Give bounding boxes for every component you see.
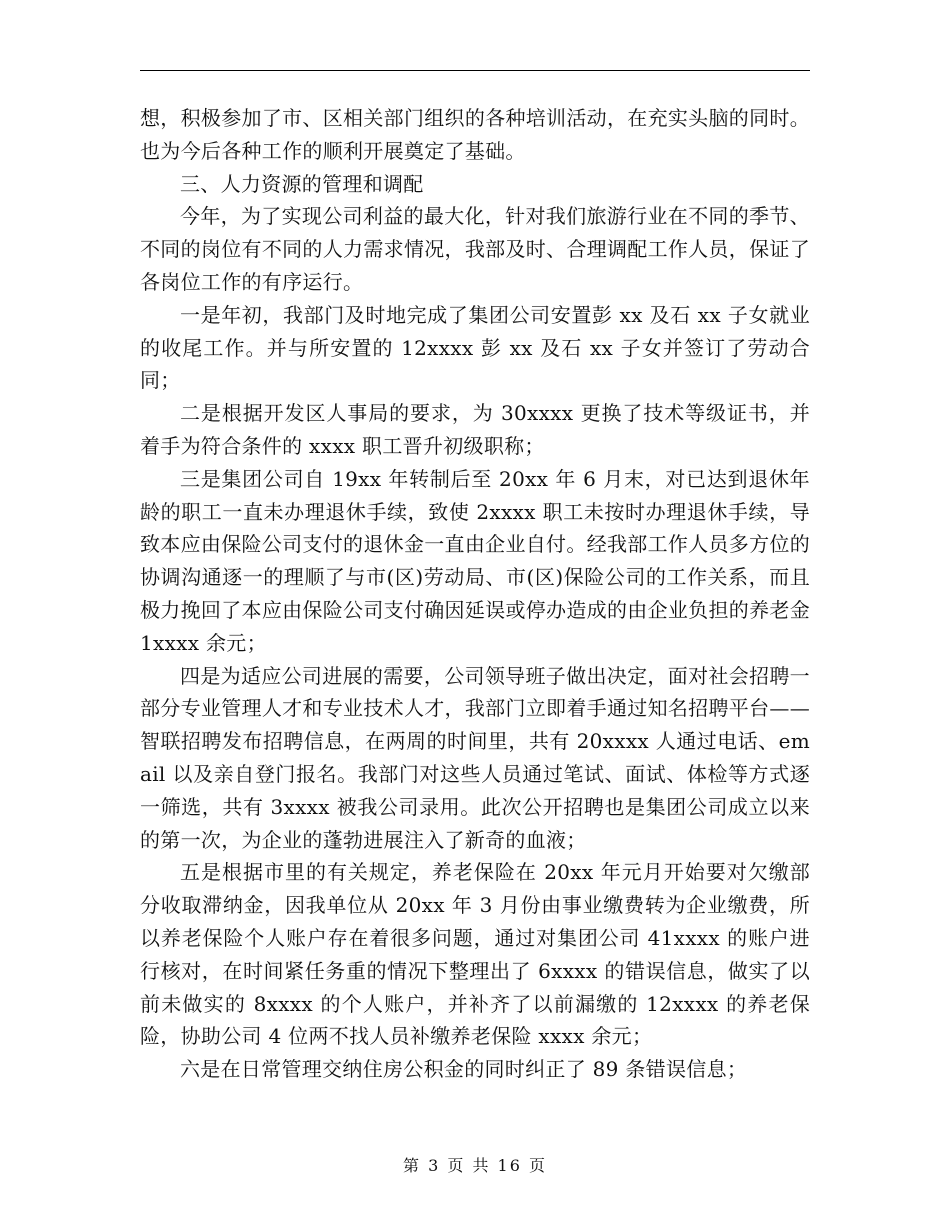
section-heading-hr-management: 三、人力资源的管理和调配 — [180, 171, 424, 196]
paragraph-item-5: 五是根据市里的有关规定，养老保险在 20xx 年元月开始要对欠缴部分收取滞纳金，因我单位从 20xx 年 3 月份由事业缴费转为企业缴费，所以养老保险个人账户存在着很多问题，通过对集团公司 41xxxx 的账户进行核对，在时间紧任务重的情况下整理出了 6xxxx 的错误信息，做实了以前未做实的 8xxxx 的个人账户，并补齐了以前漏缴的 12xxxx 的养老保险，协助公司 4 位两不找人员补缴养老保险 xxxx 余元； — [140, 860, 810, 1049]
header-rule — [140, 70, 810, 71]
paragraph-item-1: 一是年初，我部门及时地完成了集团公司安置彭 xx 及石 xx 子女就业的收尾工作。并与所安置的 12xxxx 彭 xx 及石 xx 子女并签订了劳动合同； — [140, 302, 810, 393]
paragraph-item-4: 四是为适应公司进展的需要，公司领导班子做出决定，面对社会招聘一部分专业管理人才和专业技术人才，我部门立即着手通过知名招聘平台——智联招聘发布招聘信息，在两周的时间里，共有 20xxxx 人通过电话、email 以及亲自登门报名。我部门对这些人员通过笔试、面试、体检等方式逐一筛选，共有 3xxxx 被我公司录用。此次公开招聘也是集团公司成立以来的第一次，为企业的蓬勃进展注入了新奇的血液； — [140, 663, 810, 852]
paragraph-intro: 今年，为了实现公司利益的最大化，针对我们旅游行业在不同的季节、不同的岗位有不同的人力需求情况，我部及时、合理调配工作人员，保证了各岗位工作的有序运行。 — [140, 204, 810, 294]
document-body — [140, 102, 810, 1086]
paragraph-item-6: 六是在日常管理交纳住房公积金的同时纠正了 89 条错误信息； — [180, 1057, 748, 1082]
paragraph-item-2: 二是根据开发区人事局的要求，为 30xxxx 更换了技术等级证书，并着手为符合条件的 xxxx 职工晋升初级职称； — [140, 401, 810, 458]
paragraph-item-3: 三是集团公司自 19xx 年转制后至 20xx 年 6 月末，对已达到退休年龄的职工一直未办理退休手续，致使 2xxxx 职工未按时办理退休手续，导致本应由保险公司支付的退休金一直由企业自付。经我部工作人员多方位的协调沟通逐一的理顺了与市(区)劳动局、市(区)保险公司的工作关系，而且极力挽回了本应由保险公司支付确因延误或停办造成的由企业负担的养老金 1xxxx 余元； — [140, 466, 810, 655]
paragraph-training-continued: 想，积极参加了市、区相关部门组织的各种培训活动，在充实头脑的同时。也为今后各种工作的顺利开展奠定了基础。 — [140, 106, 810, 163]
page-footer: 第 3 页 共 16 页 — [403, 1156, 547, 1175]
